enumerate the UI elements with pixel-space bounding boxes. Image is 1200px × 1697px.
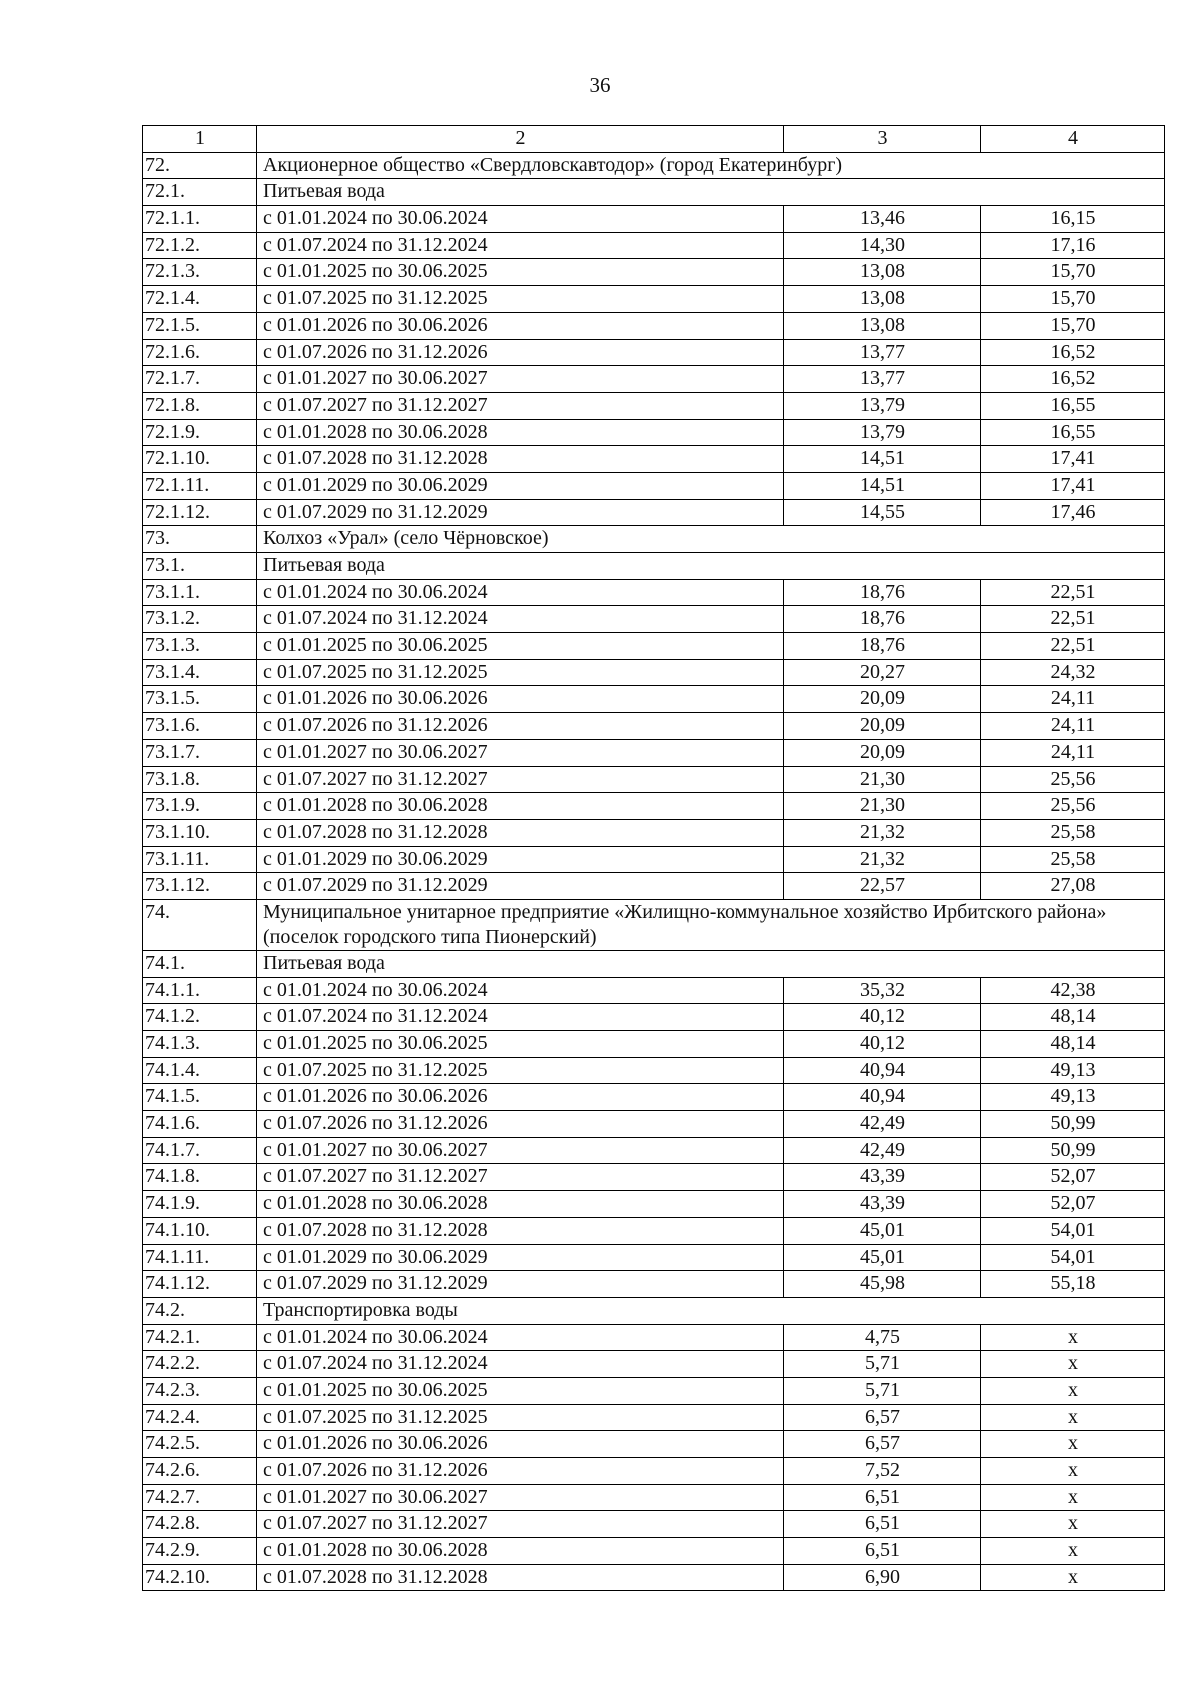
tariff-value-col3: 5,71: [784, 1351, 981, 1378]
tariff-value-col3: 40,94: [784, 1057, 981, 1084]
period-cell: с 01.01.2025 по 30.06.2025: [257, 259, 784, 286]
tariff-value-col3: 13,08: [784, 312, 981, 339]
tariff-value-col4: 24,11: [981, 713, 1165, 740]
row-number: 74.1.2.: [143, 1004, 257, 1031]
tariff-value-col3: 43,39: [784, 1191, 981, 1218]
tariff-value-col3: 18,76: [784, 633, 981, 660]
section-row: [143, 1297, 1165, 1324]
period-cell: с 01.07.2024 по 31.12.2024: [257, 1004, 784, 1031]
row-number: 73.1.7.: [143, 739, 257, 766]
tariff-value-col4: 17,16: [981, 232, 1165, 259]
table-row: [143, 259, 1165, 286]
table-row: [143, 1431, 1165, 1458]
tariff-value-col3: 20,27: [784, 659, 981, 686]
tariff-value-col4: 25,58: [981, 846, 1165, 873]
row-number: 74.1.5.: [143, 1084, 257, 1111]
period-cell: с 01.01.2025 по 30.06.2025: [257, 1377, 784, 1404]
tariff-value-col4: х: [981, 1431, 1165, 1458]
period-cell: с 01.07.2025 по 31.12.2025: [257, 1057, 784, 1084]
tariff-value-col4: 16,52: [981, 339, 1165, 366]
tariff-value-col3: 13,77: [784, 366, 981, 393]
tariff-value-col3: 13,08: [784, 259, 981, 286]
table-row: [143, 1057, 1165, 1084]
row-number: 74.2.6.: [143, 1458, 257, 1485]
row-number: 72.1.6.: [143, 339, 257, 366]
section-row: [143, 950, 1165, 977]
tariff-value-col3: 40,12: [784, 1004, 981, 1031]
page-number: 36: [589, 73, 611, 97]
tariff-value-col4: 27,08: [981, 873, 1165, 900]
row-number: 73.1.12.: [143, 873, 257, 900]
table-row: [143, 793, 1165, 820]
tariff-value-col4: 25,56: [981, 793, 1165, 820]
table-row: [143, 606, 1165, 633]
period-cell: с 01.01.2027 по 30.06.2027: [257, 739, 784, 766]
tariff-value-col4: х: [981, 1458, 1165, 1485]
tariff-value-col4: х: [981, 1324, 1165, 1351]
table-row: [143, 1111, 1165, 1138]
row-number: 74.2.1.: [143, 1324, 257, 1351]
tariff-value-col3: 42,49: [784, 1111, 981, 1138]
table-row: [143, 739, 1165, 766]
table-row: [143, 766, 1165, 793]
tariff-value-col3: 40,94: [784, 1084, 981, 1111]
row-number: 74.1.6.: [143, 1111, 257, 1138]
table-row: [143, 392, 1165, 419]
tariff-table: [142, 125, 1165, 1591]
table-row: [143, 1031, 1165, 1058]
tariff-value-col4: 48,14: [981, 1004, 1165, 1031]
period-cell: с 01.01.2025 по 30.06.2025: [257, 633, 784, 660]
tariff-value-col3: 6,51: [784, 1511, 981, 1538]
tariff-value-col4: 22,51: [981, 633, 1165, 660]
column-number-2: 2: [257, 126, 784, 153]
section-title: Транспортировка воды: [257, 1297, 1165, 1324]
tariff-value-col4: 24,11: [981, 739, 1165, 766]
row-number: 72.1.: [143, 179, 257, 206]
table-row: [143, 1271, 1165, 1298]
tariff-value-col3: 14,30: [784, 232, 981, 259]
row-number: 74.1.: [143, 950, 257, 977]
tariff-value-col4: 15,70: [981, 286, 1165, 313]
table-row: [143, 1511, 1165, 1538]
tariff-value-col3: 6,51: [784, 1484, 981, 1511]
row-number: 74.1.10.: [143, 1217, 257, 1244]
period-cell: с 01.07.2026 по 31.12.2026: [257, 713, 784, 740]
period-cell: с 01.01.2024 по 30.06.2024: [257, 579, 784, 606]
row-number: 74.1.8.: [143, 1164, 257, 1191]
tariff-value-col3: 6,57: [784, 1404, 981, 1431]
row-number: 74.2.: [143, 1297, 257, 1324]
period-cell: с 01.01.2026 по 30.06.2026: [257, 312, 784, 339]
row-number: 74.2.10.: [143, 1564, 257, 1591]
period-cell: с 01.07.2028 по 31.12.2028: [257, 446, 784, 473]
row-number: 73.1.11.: [143, 846, 257, 873]
tariff-value-col4: 42,38: [981, 977, 1165, 1004]
tariff-value-col3: 6,90: [784, 1564, 981, 1591]
table-row: [143, 977, 1165, 1004]
tariff-value-col3: 7,52: [784, 1458, 981, 1485]
tariff-value-col3: 6,57: [784, 1431, 981, 1458]
tariff-value-col3: 14,51: [784, 472, 981, 499]
period-cell: с 01.01.2024 по 30.06.2024: [257, 206, 784, 233]
tariff-value-col4: 15,70: [981, 259, 1165, 286]
period-cell: с 01.07.2029 по 31.12.2029: [257, 1271, 784, 1298]
tariff-value-col3: 42,49: [784, 1137, 981, 1164]
period-cell: с 01.01.2026 по 30.06.2026: [257, 1084, 784, 1111]
period-cell: с 01.07.2026 по 31.12.2026: [257, 1458, 784, 1485]
period-cell: с 01.07.2024 по 31.12.2024: [257, 606, 784, 633]
tariff-value-col4: 22,51: [981, 606, 1165, 633]
period-cell: с 01.07.2028 по 31.12.2028: [257, 819, 784, 846]
row-number: 72.1.8.: [143, 392, 257, 419]
table-row: [143, 419, 1165, 446]
period-cell: с 01.01.2027 по 30.06.2027: [257, 1137, 784, 1164]
row-number: 72.1.4.: [143, 286, 257, 313]
period-cell: с 01.07.2028 по 31.12.2028: [257, 1217, 784, 1244]
period-cell: с 01.07.2027 по 31.12.2027: [257, 1511, 784, 1538]
tariff-value-col3: 20,09: [784, 739, 981, 766]
section-title: Акционерное общество «Свердловскавтодор» (город Екатеринбург): [257, 152, 1165, 179]
row-number: 74.1.7.: [143, 1137, 257, 1164]
section-row: [143, 553, 1165, 580]
column-number-1: 1: [143, 126, 257, 153]
table-row: [143, 1084, 1165, 1111]
tariff-value-col3: 4,75: [784, 1324, 981, 1351]
table-row: [143, 579, 1165, 606]
table-row: [143, 339, 1165, 366]
row-number: 73.1.9.: [143, 793, 257, 820]
period-cell: с 01.01.2028 по 30.06.2028: [257, 1538, 784, 1565]
row-number: 74.2.4.: [143, 1404, 257, 1431]
row-number: 73.1.6.: [143, 713, 257, 740]
table-row: [143, 1217, 1165, 1244]
tariff-value-col3: 14,55: [784, 499, 981, 526]
tariff-value-col4: 24,11: [981, 686, 1165, 713]
tariff-value-col4: 49,13: [981, 1084, 1165, 1111]
table-row: [143, 286, 1165, 313]
row-number: 74.1.4.: [143, 1057, 257, 1084]
table-row: [143, 1137, 1165, 1164]
tariff-value-col3: 18,76: [784, 606, 981, 633]
period-cell: с 01.07.2026 по 31.12.2026: [257, 1111, 784, 1138]
tariff-value-col4: 24,32: [981, 659, 1165, 686]
period-cell: с 01.07.2027 по 31.12.2027: [257, 766, 784, 793]
tariff-value-col4: 16,55: [981, 392, 1165, 419]
period-cell: с 01.01.2028 по 30.06.2028: [257, 1191, 784, 1218]
section-title: Питьевая вода: [257, 950, 1165, 977]
tariff-value-col4: х: [981, 1511, 1165, 1538]
tariff-value-col4: 55,18: [981, 1271, 1165, 1298]
table-row: [143, 472, 1165, 499]
tariff-value-col4: х: [981, 1404, 1165, 1431]
table-row: [143, 499, 1165, 526]
tariff-value-col4: 16,15: [981, 206, 1165, 233]
table-row: [143, 846, 1165, 873]
row-number: 73.1.5.: [143, 686, 257, 713]
table-row: [143, 1458, 1165, 1485]
tariff-value-col4: 15,70: [981, 312, 1165, 339]
table-row: [143, 1538, 1165, 1565]
table-row: [143, 1377, 1165, 1404]
tariff-value-col3: 6,51: [784, 1538, 981, 1565]
row-number: 72.1.11.: [143, 472, 257, 499]
table-row: [143, 232, 1165, 259]
tariff-value-col3: 21,30: [784, 793, 981, 820]
section-title: Колхоз «Урал» (село Чёрновское): [257, 526, 1165, 553]
tariff-value-col4: 17,41: [981, 446, 1165, 473]
tariff-value-col4: 50,99: [981, 1111, 1165, 1138]
tariff-value-col3: 21,32: [784, 819, 981, 846]
period-cell: с 01.07.2024 по 31.12.2024: [257, 232, 784, 259]
row-number: 72.1.3.: [143, 259, 257, 286]
period-cell: с 01.01.2028 по 30.06.2028: [257, 419, 784, 446]
row-number: 73.1.10.: [143, 819, 257, 846]
tariff-value-col4: 22,51: [981, 579, 1165, 606]
table-row: [143, 633, 1165, 660]
period-cell: с 01.07.2029 по 31.12.2029: [257, 873, 784, 900]
period-cell: с 01.07.2027 по 31.12.2027: [257, 1164, 784, 1191]
tariff-value-col3: 5,71: [784, 1377, 981, 1404]
row-number: 74.1.3.: [143, 1031, 257, 1058]
row-number: 73.1.2.: [143, 606, 257, 633]
tariff-value-col3: 21,32: [784, 846, 981, 873]
period-cell: с 01.07.2026 по 31.12.2026: [257, 339, 784, 366]
tariff-value-col4: 49,13: [981, 1057, 1165, 1084]
period-cell: с 01.07.2029 по 31.12.2029: [257, 499, 784, 526]
row-number: 73.: [143, 526, 257, 553]
tariff-value-col3: 45,01: [784, 1244, 981, 1271]
tariff-value-col4: 16,55: [981, 419, 1165, 446]
period-cell: с 01.01.2024 по 30.06.2024: [257, 1324, 784, 1351]
period-cell: с 01.01.2029 по 30.06.2029: [257, 1244, 784, 1271]
tariff-value-col4: х: [981, 1377, 1165, 1404]
tariff-value-col4: 17,41: [981, 472, 1165, 499]
column-number-3: 3: [784, 126, 981, 153]
tariff-value-col3: 22,57: [784, 873, 981, 900]
tariff-value-col3: 20,09: [784, 713, 981, 740]
column-number-4: 4: [981, 126, 1165, 153]
period-cell: с 01.07.2024 по 31.12.2024: [257, 1351, 784, 1378]
row-number: 73.1.: [143, 553, 257, 580]
row-number: 73.1.4.: [143, 659, 257, 686]
row-number: 72.1.12.: [143, 499, 257, 526]
tariff-value-col4: 48,14: [981, 1031, 1165, 1058]
section-title: Питьевая вода: [257, 553, 1165, 580]
tariff-value-col4: 54,01: [981, 1244, 1165, 1271]
row-number: 72.1.7.: [143, 366, 257, 393]
tariff-value-col3: 35,32: [784, 977, 981, 1004]
period-cell: с 01.07.2027 по 31.12.2027: [257, 392, 784, 419]
table-row: [143, 1244, 1165, 1271]
section-row: [143, 526, 1165, 553]
section-row: [143, 152, 1165, 179]
row-number: 72.1.5.: [143, 312, 257, 339]
section-row: [143, 899, 1165, 950]
table-row: [143, 446, 1165, 473]
tariff-value-col4: х: [981, 1538, 1165, 1565]
section-title: Питьевая вода: [257, 179, 1165, 206]
table-row: [143, 1324, 1165, 1351]
section-title: Муниципальное унитарное предприятие «Жилищно-коммунальное хозяйство Ирбитского района» (поселок городского типа Пионерский): [257, 899, 1165, 950]
row-number: 74.2.2.: [143, 1351, 257, 1378]
table-row: [143, 206, 1165, 233]
row-number: 72.: [143, 152, 257, 179]
row-number: 74.1.12.: [143, 1271, 257, 1298]
table-body: [143, 126, 1165, 1591]
row-number: 73.1.8.: [143, 766, 257, 793]
column-number-row: [143, 126, 1165, 153]
tariff-value-col3: 13,08: [784, 286, 981, 313]
tariff-value-col4: 17,46: [981, 499, 1165, 526]
table-row: [143, 873, 1165, 900]
period-cell: с 01.01.2026 по 30.06.2026: [257, 1431, 784, 1458]
tariff-value-col3: 45,01: [784, 1217, 981, 1244]
table-row: [143, 713, 1165, 740]
period-cell: с 01.01.2026 по 30.06.2026: [257, 686, 784, 713]
tariff-value-col4: 54,01: [981, 1217, 1165, 1244]
period-cell: с 01.01.2029 по 30.06.2029: [257, 846, 784, 873]
period-cell: с 01.01.2025 по 30.06.2025: [257, 1031, 784, 1058]
tariff-value-col3: 21,30: [784, 766, 981, 793]
table-row: [143, 1191, 1165, 1218]
tariff-value-col3: 18,76: [784, 579, 981, 606]
table-row: [143, 1564, 1165, 1591]
tariff-value-col4: 52,07: [981, 1191, 1165, 1218]
table-row: [143, 1351, 1165, 1378]
period-cell: с 01.07.2025 по 31.12.2025: [257, 286, 784, 313]
table-row: [143, 1484, 1165, 1511]
period-cell: с 01.07.2028 по 31.12.2028: [257, 1564, 784, 1591]
tariff-value-col3: 13,77: [784, 339, 981, 366]
period-cell: с 01.01.2028 по 30.06.2028: [257, 793, 784, 820]
tariff-value-col3: 43,39: [784, 1164, 981, 1191]
period-cell: с 01.07.2025 по 31.12.2025: [257, 659, 784, 686]
period-cell: с 01.07.2025 по 31.12.2025: [257, 1404, 784, 1431]
table-row: [143, 659, 1165, 686]
table-row: [143, 312, 1165, 339]
row-number: 73.1.1.: [143, 579, 257, 606]
period-cell: с 01.01.2029 по 30.06.2029: [257, 472, 784, 499]
row-number: 73.1.3.: [143, 633, 257, 660]
tariff-value-col3: 13,79: [784, 392, 981, 419]
table-row: [143, 1404, 1165, 1431]
row-number: 74.2.8.: [143, 1511, 257, 1538]
period-cell: с 01.01.2027 по 30.06.2027: [257, 366, 784, 393]
tariff-value-col3: 45,98: [784, 1271, 981, 1298]
tariff-value-col4: 52,07: [981, 1164, 1165, 1191]
row-number: 72.1.2.: [143, 232, 257, 259]
table-row: [143, 1164, 1165, 1191]
row-number: 74.1.9.: [143, 1191, 257, 1218]
period-cell: с 01.01.2027 по 30.06.2027: [257, 1484, 784, 1511]
row-number: 74.1.11.: [143, 1244, 257, 1271]
tariff-value-col3: 13,46: [784, 206, 981, 233]
row-number: 74.2.5.: [143, 1431, 257, 1458]
row-number: 72.1.1.: [143, 206, 257, 233]
tariff-value-col4: 50,99: [981, 1137, 1165, 1164]
tariff-value-col3: 14,51: [784, 446, 981, 473]
section-row: [143, 179, 1165, 206]
row-number: 74.2.7.: [143, 1484, 257, 1511]
tariff-value-col4: 25,58: [981, 819, 1165, 846]
tariff-value-col4: х: [981, 1351, 1165, 1378]
tariff-value-col4: 25,56: [981, 766, 1165, 793]
row-number: 72.1.9.: [143, 419, 257, 446]
table-row: [143, 819, 1165, 846]
row-number: 74.: [143, 899, 257, 950]
tariff-value-col3: 40,12: [784, 1031, 981, 1058]
tariff-value-col4: х: [981, 1484, 1165, 1511]
table-row: [143, 1004, 1165, 1031]
tariff-value-col4: 16,52: [981, 366, 1165, 393]
tariff-value-col4: х: [981, 1564, 1165, 1591]
tariff-value-col3: 13,79: [784, 419, 981, 446]
row-number: 72.1.10.: [143, 446, 257, 473]
tariff-value-col3: 20,09: [784, 686, 981, 713]
row-number: 74.2.3.: [143, 1377, 257, 1404]
table-row: [143, 366, 1165, 393]
table-row: [143, 686, 1165, 713]
row-number: 74.2.9.: [143, 1538, 257, 1565]
row-number: 74.1.1.: [143, 977, 257, 1004]
period-cell: с 01.01.2024 по 30.06.2024: [257, 977, 784, 1004]
